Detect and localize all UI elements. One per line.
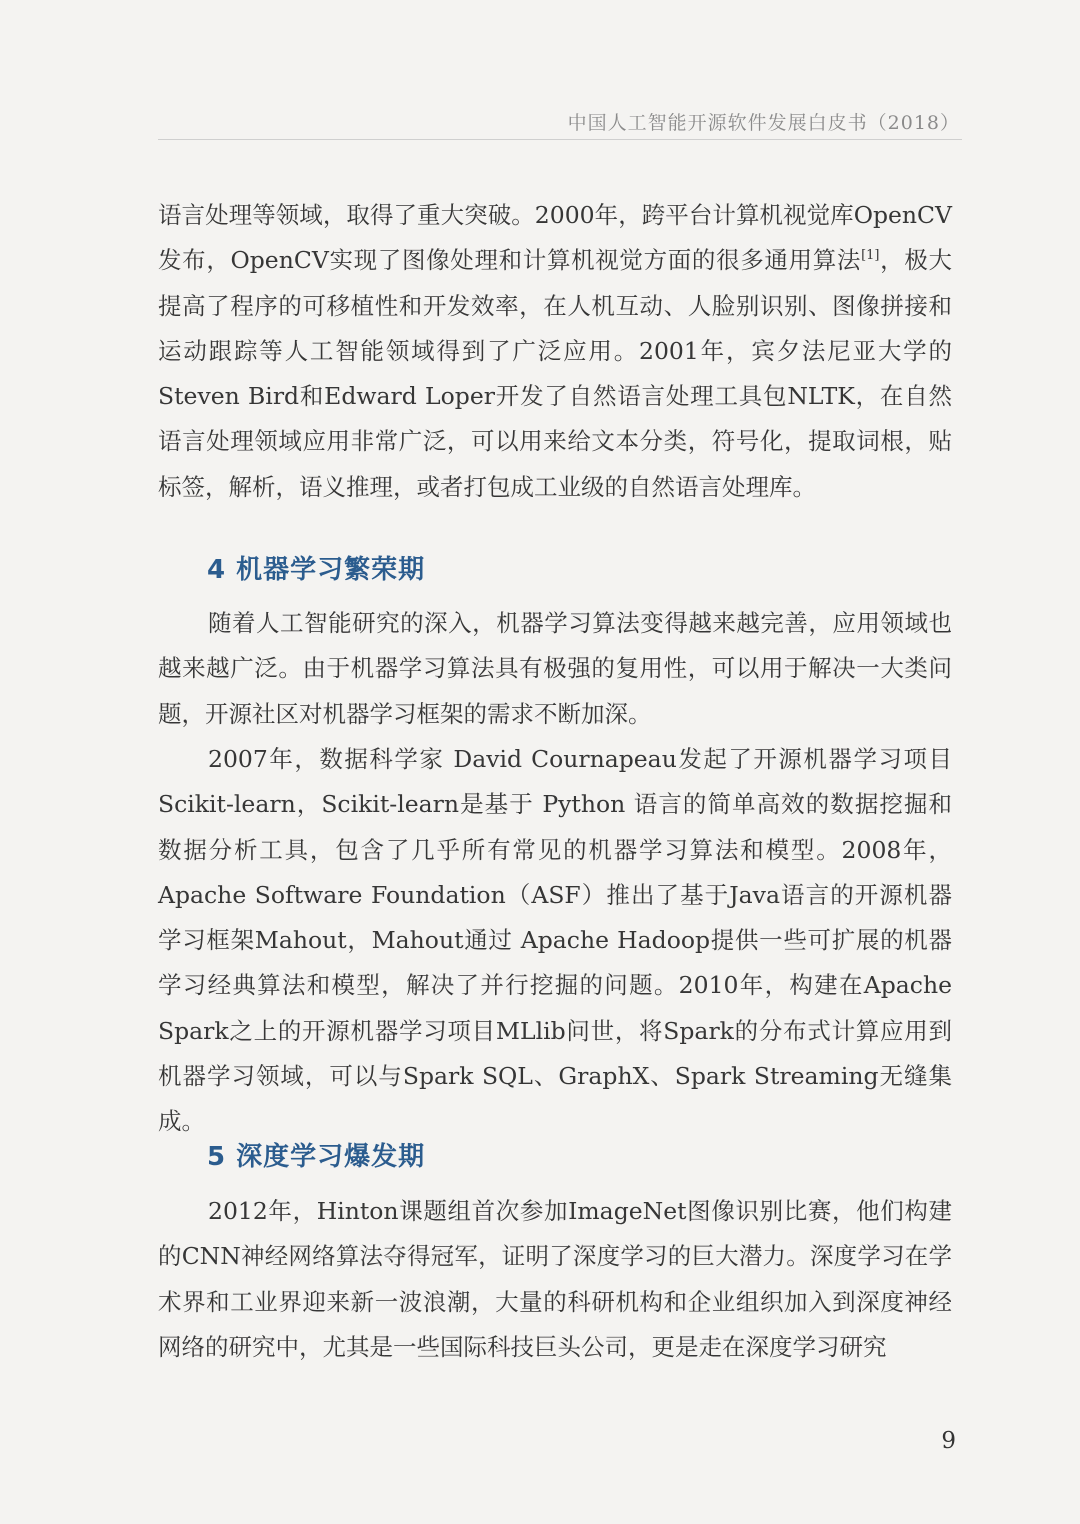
- paragraph-4: 2012年，Hinton课题组首次参加ImageNet图像识别比赛，他们构建的CNN神经网络算法夺得冠军，证明了深度学习的巨大潜力。深度学习在学术界和工业界迎来新一波浪潮，大量的科研机构和企业组织加入到深度神经网络的研究中，尤其是一些国际科技巨头公司，更是走在深度学习研究: [158, 1197, 952, 1361]
- paragraph-1: [158, 193, 952, 510]
- section-heading-5: 5 深度学习爆发期: [207, 1142, 426, 1172]
- page-number: 9: [941, 1428, 956, 1454]
- header-rule: [158, 139, 962, 140]
- paragraph-1-text: 语言处理等领域，取得了重大突破。2000年，跨平台计算机视觉库OpenCV发布，OpenCV实现了图像处理和计算机视觉方面的很多通用算法: [158, 201, 952, 275]
- paragraph-1-tail: ，极大提高了程序的可移植性和开发效率，在人机互动、人脸别识别、图像拼接和运动跟踪等人工智能领域得到了广泛应用。2001年，宾夕法尼亚大学的Steven Bird和Edward Loper开发了自然语言处理工具包NLTK，在自然语言处理领域应用非常广泛，可以用来给文本分类，符号化，提取词根，贴标签，解析，语义推理，或者打包成工业级的自然语言处理库。: [158, 246, 952, 501]
- running-header: 中国人工智能开源软件发展白皮书（2018）: [567, 112, 960, 134]
- section-heading-4: 4 机器学习繁荣期: [207, 555, 426, 585]
- paragraph-3: 2007年，数据科学家 David Cournapeau发起了开源机器学习项目Scikit-learn，Scikit-learn是基于 Python 语言的简单高效的数据挖掘和数据分析工具，包含了几乎所有常见的机器学习算法和模型。2008年，Apache Software Foundation（ASF）推出了基于Java语言的开源机器学习框架Mahout，Mahout通过 Apache Hadoop提供一些可扩展的机器学习经典算法和模型，解决了并行挖掘的问题。2010年，构建在Apache Spark之上的开源机器学习项目MLlib问世，将Spark的分布式计算应用到机器学习领域，可以与Spark SQL、GraphX、Spark Streaming无缝集成。: [158, 745, 952, 1136]
- citation-ref: [1]: [861, 248, 880, 264]
- paragraph-2: 随着人工智能研究的深入，机器学习算法变得越来越完善，应用领域也越来越广泛。由于机器学习算法具有极强的复用性，可以用于解决一大类问题，开源社区对机器学习框架的需求不断加深。: [158, 609, 952, 728]
